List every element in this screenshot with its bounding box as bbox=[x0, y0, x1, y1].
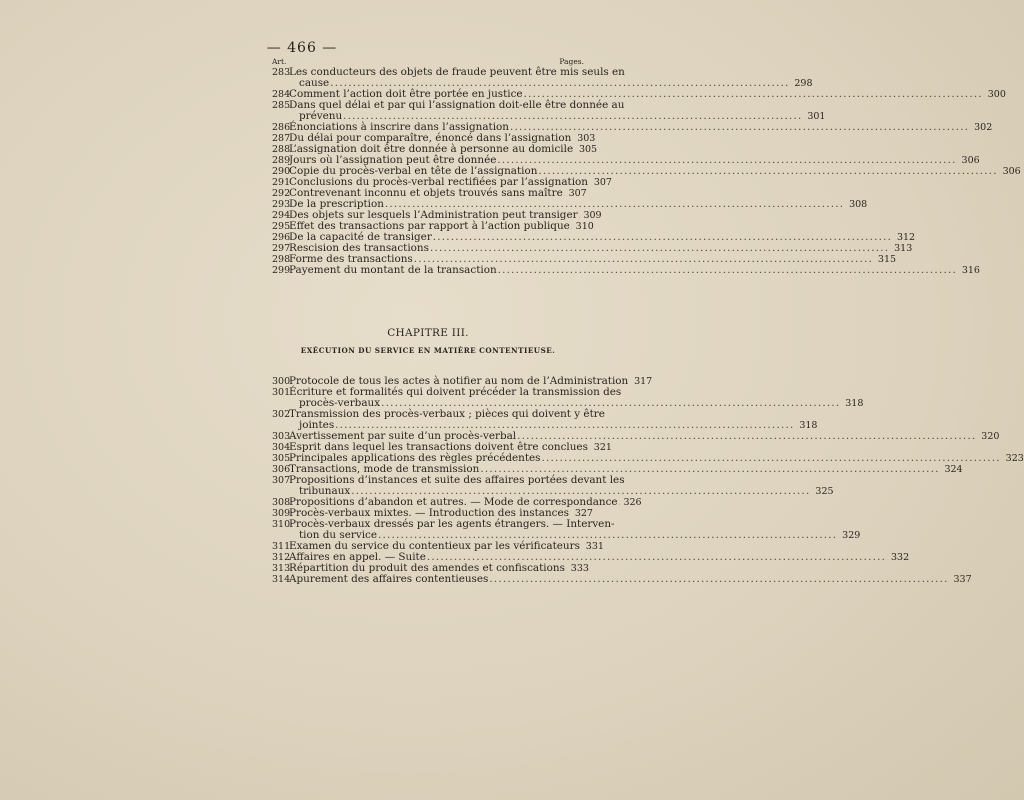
entry-text bbox=[289, 264, 980, 276]
page-ref: 329 bbox=[842, 530, 861, 541]
entry-title: Protocole de tous les actes à notifier au nom de l’Administration bbox=[289, 375, 629, 387]
toc-list-top bbox=[272, 66, 1021, 276]
page-ref: 307 bbox=[568, 188, 587, 199]
entry-title: Copie du procès-verbal en tête de l’assignation bbox=[289, 165, 538, 177]
article-number: 303 bbox=[272, 431, 291, 442]
pages-header: Pages. bbox=[559, 57, 584, 66]
entry-title: Du délai pour comparaître, énoncé dans l’assignation bbox=[289, 132, 572, 144]
page-ref: 323 bbox=[1005, 453, 1024, 464]
toc-entry bbox=[272, 99, 826, 122]
toc-section-bottom bbox=[272, 375, 1024, 585]
page-ref: 305 bbox=[578, 144, 598, 155]
entry-title: procès-verbaux bbox=[299, 397, 381, 409]
article-number: 302 bbox=[272, 409, 291, 420]
page-ref: 308 bbox=[849, 199, 868, 210]
entry-title: Effet des transactions par rapport à l’action publique bbox=[289, 220, 570, 232]
entry-title: Procès-verbaux dressés par les agents étrangers. — Interven- bbox=[289, 518, 615, 530]
entry-title: prévenu bbox=[299, 110, 343, 122]
entry-title: Avertissement par suite d’un procès-verbal bbox=[289, 430, 517, 442]
article-number: 292 bbox=[272, 188, 291, 199]
page-ref: 313 bbox=[894, 243, 913, 254]
article-number: 299 bbox=[272, 265, 291, 276]
entry-title: Jours où l’assignation peut être donnée bbox=[289, 154, 497, 166]
entry-title: tion du service bbox=[299, 529, 378, 541]
entry-title: Des objets sur lesquels l’Administration peut transiger bbox=[289, 209, 578, 221]
entry-title: Examen du service du contentieux par les vérificateurs bbox=[289, 540, 580, 552]
article-number: 305 bbox=[272, 453, 291, 464]
toc-entry bbox=[272, 66, 813, 89]
article-number: 290 bbox=[272, 166, 291, 177]
page-number: — 466 — bbox=[266, 40, 338, 56]
page-ref: 316 bbox=[961, 265, 980, 276]
entry-title: cause bbox=[299, 77, 330, 89]
dot-leader bbox=[509, 122, 970, 133]
page-ref: 332 bbox=[891, 552, 910, 563]
page-ref: 306 bbox=[1002, 166, 1021, 177]
article-number: 309 bbox=[272, 508, 291, 519]
article-number: 307 bbox=[272, 475, 291, 486]
dot-leader bbox=[497, 265, 958, 276]
entry-text bbox=[289, 66, 813, 89]
toc-list-bottom bbox=[272, 375, 1024, 585]
article-number: 304 bbox=[272, 442, 291, 453]
dot-leader bbox=[488, 574, 949, 585]
article-number: 311 bbox=[272, 541, 291, 552]
page-ref: 337 bbox=[953, 574, 972, 585]
article-number: 296 bbox=[272, 232, 291, 243]
entry-title: Esprit dans lequel les transactions doivent être conclues bbox=[289, 441, 588, 453]
page-ref: 333 bbox=[570, 563, 589, 574]
article-number: 289 bbox=[272, 155, 291, 166]
entry-title: jointes bbox=[299, 419, 335, 431]
entry-title: Rescision des transactions bbox=[289, 242, 429, 254]
entry-title: Énonciations à inscrire dans l’assignation bbox=[289, 121, 509, 133]
article-number: 291 bbox=[272, 177, 291, 188]
entry-text bbox=[289, 386, 864, 409]
article-number: 314 bbox=[272, 574, 291, 585]
entry-text bbox=[289, 518, 861, 541]
article-number: 284 bbox=[272, 89, 291, 100]
page-ref: 327 bbox=[574, 508, 593, 519]
article-number: 293 bbox=[272, 199, 291, 210]
page-ref: 309 bbox=[583, 210, 602, 221]
entry-title: Forme des transactions bbox=[289, 253, 413, 265]
article-number: 301 bbox=[272, 387, 291, 398]
chapter-title: CHAPITRE III. bbox=[387, 327, 469, 339]
entry-title: Comment l’action doit être portée en justice bbox=[289, 88, 523, 100]
entry-title: Propositions d’instances et suite des affaires portées devant les bbox=[289, 474, 625, 486]
article-number: 287 bbox=[272, 133, 291, 144]
entry-line bbox=[289, 573, 972, 585]
page-ref: 301 bbox=[807, 111, 826, 122]
entry-title: Conclusions du procès-verbal rectifiées par l’assignation bbox=[289, 176, 588, 188]
toc-entry bbox=[272, 264, 980, 276]
entry-line bbox=[289, 264, 980, 276]
article-number: 285 bbox=[272, 100, 291, 111]
entry-title: Procès-verbaux mixtes. — Introduction des instances bbox=[289, 507, 569, 519]
entry-title: Principales applications des règles précédentes bbox=[289, 452, 541, 464]
toc-entry bbox=[272, 518, 861, 541]
entry-title: Écriture et formalités qui doivent précéder la transmission des bbox=[289, 386, 622, 398]
entry-title: Propositions d’abandon et autres. — Mode de correspondance bbox=[289, 496, 618, 508]
art-header: Art. bbox=[272, 57, 287, 66]
page-ref: 307 bbox=[593, 177, 612, 188]
page-ref: 321 bbox=[593, 442, 612, 453]
dot-leader bbox=[537, 166, 998, 177]
page-ref: 310 bbox=[575, 221, 594, 232]
page-ref: 320 bbox=[981, 431, 1000, 442]
entry-title: Transmission des procès-verbaux ; pièces qui doivent y être bbox=[289, 408, 605, 420]
page-ref: 331 bbox=[585, 541, 604, 552]
entry-title: Contrevenant inconnu et objets trouvés sans maître bbox=[289, 187, 563, 199]
article-number: 288 bbox=[272, 144, 291, 155]
page-ref: 303 bbox=[577, 133, 596, 144]
article-number: 310 bbox=[272, 519, 291, 530]
entry-title: De la prescription bbox=[289, 198, 384, 210]
entry-title: De la capacité de transiger bbox=[289, 231, 432, 243]
toc-entry bbox=[272, 386, 864, 409]
entry-title: L’assignation doit être donnée à personne au domicile bbox=[289, 143, 574, 155]
page-ref: 318 bbox=[845, 398, 864, 409]
page-ref: 325 bbox=[815, 486, 834, 497]
entry-text bbox=[289, 573, 972, 585]
page-ref: 326 bbox=[623, 497, 642, 508]
article-number: 297 bbox=[272, 243, 291, 254]
article-number: 295 bbox=[272, 221, 291, 232]
entry-text bbox=[289, 474, 834, 497]
page-ref: 306 bbox=[961, 155, 980, 166]
article-number: 313 bbox=[272, 563, 291, 574]
toc-section-top bbox=[272, 56, 1021, 276]
page-ref: 302 bbox=[974, 122, 993, 133]
entry-title: Répartition du produit des amendes et confiscations bbox=[289, 562, 565, 574]
article-number: 286 bbox=[272, 122, 291, 133]
article-number: 294 bbox=[272, 210, 291, 221]
entry-title: Dans quel délai et par qui l’assignation doit-elle être donnée au bbox=[289, 99, 625, 111]
entry-title: Les conducteurs des objets de fraude peuvent être mis seuls en bbox=[289, 66, 625, 78]
article-number: 300 bbox=[272, 376, 291, 387]
page-ref: 300 bbox=[987, 89, 1006, 100]
toc-entry bbox=[272, 474, 834, 497]
page-ref: 312 bbox=[896, 232, 916, 243]
article-number: 312 bbox=[272, 552, 291, 563]
page-ref: 315 bbox=[877, 254, 897, 265]
page-ref: 324 bbox=[944, 464, 963, 475]
entry-title: Transactions, mode de transmission bbox=[289, 463, 480, 475]
entry-title: Apurement des affaires contentieuses bbox=[289, 573, 489, 585]
entry-title: Affaires en appel. — Suite bbox=[289, 551, 426, 563]
article-number: 283 bbox=[272, 67, 291, 78]
toc-entry bbox=[272, 408, 818, 431]
article-number: 308 bbox=[272, 497, 291, 508]
article-number: 306 bbox=[272, 464, 291, 475]
entry-text bbox=[289, 99, 826, 122]
toc-entry bbox=[272, 573, 972, 585]
entry-title: Payement du montant de la transaction bbox=[289, 264, 497, 276]
chapter-subtitle: EXÉCUTION DU SERVICE EN MATIÈRE CONTENTIEUSE. bbox=[300, 346, 556, 355]
page-ref: 318 bbox=[799, 420, 818, 431]
entry-title: tribunaux bbox=[299, 485, 351, 497]
entry-text bbox=[289, 408, 818, 431]
page-ref: 317 bbox=[634, 376, 653, 387]
article-number: 298 bbox=[272, 254, 291, 265]
page-ref: 298 bbox=[794, 78, 813, 89]
